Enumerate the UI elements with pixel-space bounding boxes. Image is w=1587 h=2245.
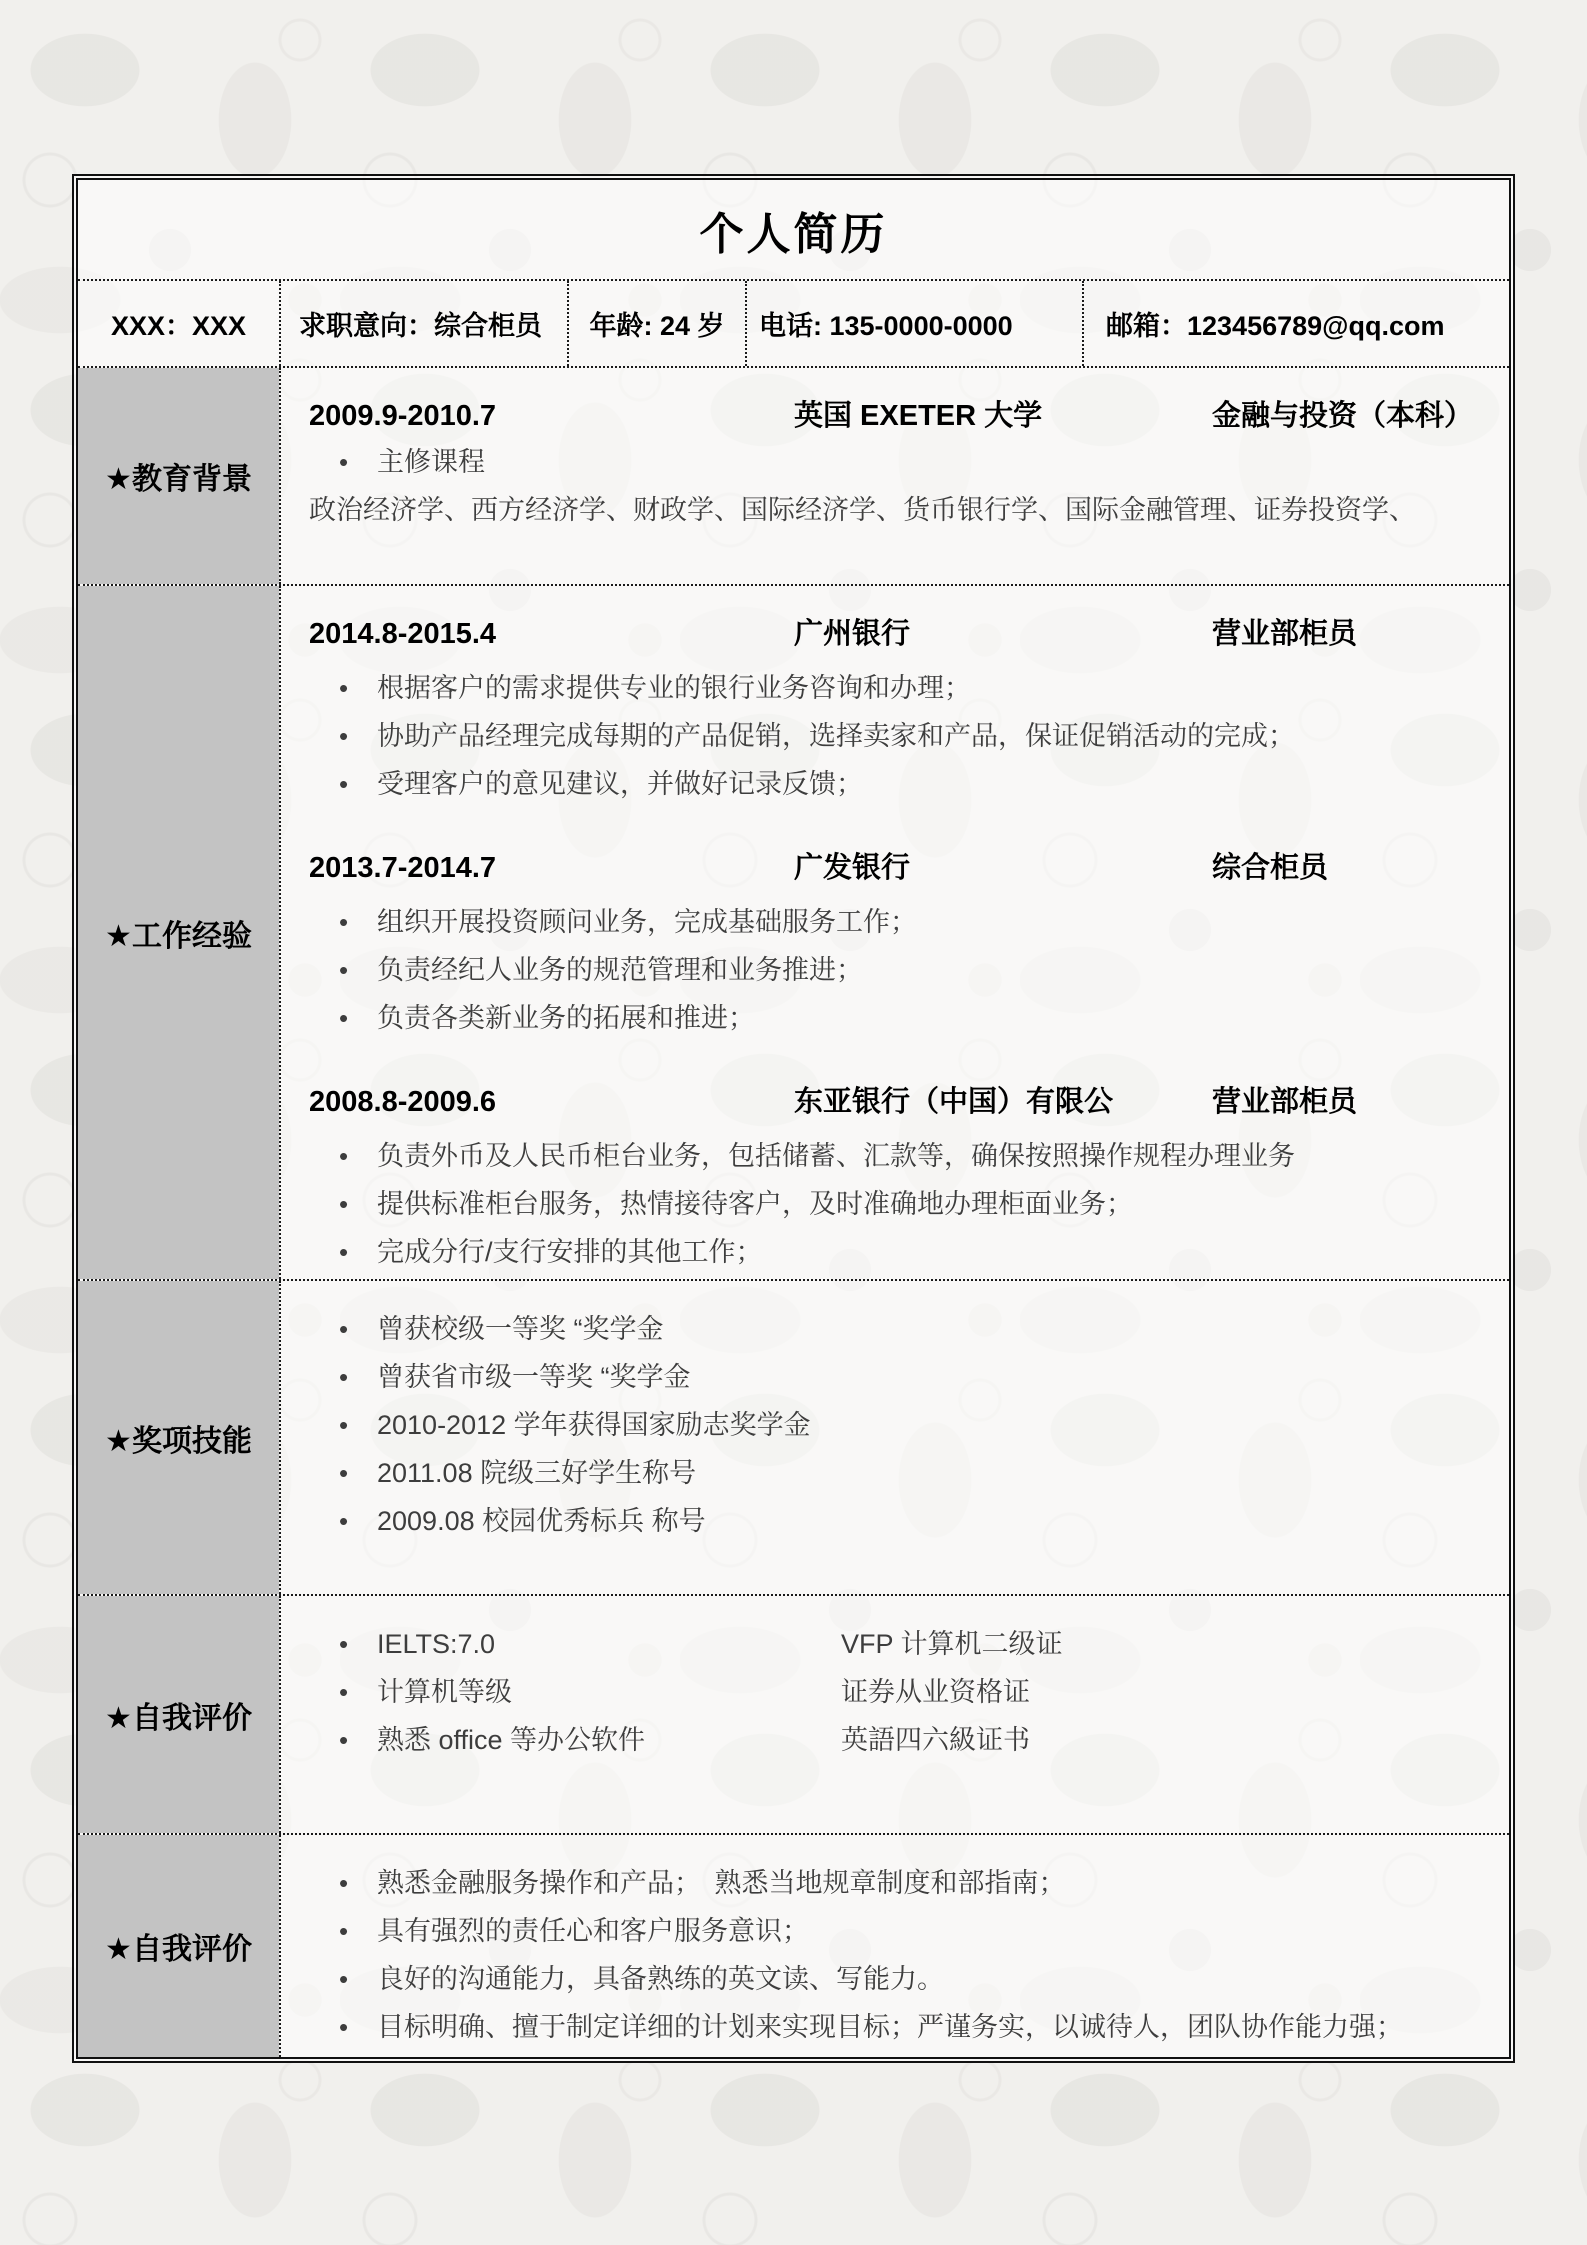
list-item: • 熟悉金融服务操作和产品； 熟悉当地规章制度和部指南；	[309, 1859, 1459, 1907]
certs-sidebar	[78, 1596, 279, 1833]
self-eval-section-label: ★自我评价	[105, 1933, 252, 1966]
job-period: 2014.8-2015.4	[309, 618, 497, 650]
list-item: • 负责外币及人民币柜台业务，包括储蓄、汇款等，确保按照操作规程办理业务	[309, 1132, 1459, 1180]
list-item: • 协助产品经理完成每期的产品促销，选择卖家和产品，保证促销活动的完成；	[309, 712, 1459, 760]
work-content	[279, 586, 1509, 1279]
basic-info-row	[78, 279, 1509, 366]
job-header	[309, 612, 1459, 656]
certs-right-item: 英語四六級证书	[841, 1725, 1030, 1755]
job-entry	[309, 1080, 1459, 1276]
certs-row	[309, 1716, 1459, 1764]
resume-document	[72, 174, 1515, 2063]
job-company: 东亚银行（中国）有限公	[794, 1086, 1114, 1118]
self-eval-content	[279, 1835, 1509, 2057]
education-school: 英国 EXETER 大学	[794, 400, 1043, 432]
job-role: 综合柜员	[1212, 852, 1329, 884]
certs-content	[279, 1596, 1509, 1833]
list-item: • 组织开展投资顾问业务，完成基础服务工作；	[309, 898, 1459, 946]
job-entry	[309, 612, 1459, 808]
list-item: • 曾获省市级一等奖 “奖学金	[309, 1353, 1459, 1401]
self-eval-bullet-list	[309, 1859, 1459, 2051]
certs-left-list	[309, 1716, 841, 1764]
education-header	[309, 394, 1474, 438]
list-item: • 2011.08 院级三好学生称号	[309, 1449, 1459, 1497]
job-company: 广州银行	[794, 618, 911, 650]
section-work-experience	[78, 584, 1509, 1279]
basic-info-objective: 求职意向：综合柜员	[279, 281, 567, 366]
list-item: • 提供标准柜台服务，热情接待客户，及时准确地办理柜面业务；	[309, 1180, 1459, 1228]
education-sidebar	[78, 368, 279, 584]
list-item: • 完成分行/支行安排的其他工作；	[309, 1228, 1459, 1276]
list-item: • IELTS:7.0	[309, 1620, 841, 1668]
job-role: 营业部柜员	[1212, 618, 1358, 650]
education-content	[279, 368, 1509, 584]
education-section-label: ★教育背景	[105, 463, 252, 496]
section-certificates	[78, 1594, 1509, 1833]
list-item: • 2009.08 校园优秀标兵 称号	[309, 1497, 1459, 1545]
job-company: 广发银行	[794, 852, 911, 884]
job-header	[309, 846, 1459, 890]
basic-info-age: 年龄: 24 岁	[567, 281, 745, 366]
education-bullet-list	[309, 438, 1459, 486]
basic-info-phone: 电话: 135-0000-0000	[745, 281, 1082, 366]
section-self-evaluation	[78, 1833, 1509, 2057]
list-item: • 受理客户的意见建议，并做好记录反馈；	[309, 760, 1459, 808]
section-awards	[78, 1279, 1509, 1594]
list-item: • 良好的沟通能力，具备熟练的英文读、写能力。	[309, 1955, 1459, 2003]
list-item: • 具有强烈的责任心和客户服务意识；	[309, 1907, 1459, 1955]
list-item: • 负责各类新业务的拓展和推进；	[309, 994, 1459, 1042]
work-section-label: ★工作经验	[105, 919, 252, 953]
job-bullet-list	[309, 664, 1459, 808]
basic-info-name: XXX：XXX	[110, 311, 247, 341]
list-item: • 熟悉 office 等办公软件	[309, 1716, 841, 1764]
list-item: • 目标明确、擅于制定详细的计划来实现目标；严谨务实，以诚待人，团队协作能力强；	[309, 2003, 1459, 2051]
job-header	[309, 1080, 1459, 1124]
job-bullet-list	[309, 1132, 1459, 1276]
education-major: 金融与投资（本科）	[1212, 400, 1474, 432]
job-period: 2008.8-2009.6	[309, 1086, 497, 1118]
list-item: • 2010-2012 学年获得国家励志奖学金	[309, 1401, 1459, 1449]
work-sidebar	[78, 586, 279, 1279]
job-period: 2013.7-2014.7	[309, 852, 497, 884]
awards-sidebar	[78, 1281, 279, 1594]
certs-section-label: ★自我评价	[105, 1701, 252, 1735]
certs-left-list	[309, 1668, 841, 1716]
title-row	[78, 180, 1509, 279]
certs-row	[309, 1668, 1459, 1716]
awards-bullet-list	[309, 1305, 1459, 1545]
certs-left-list	[309, 1620, 841, 1668]
section-education	[78, 366, 1509, 584]
education-period: 2009.9-2010.7	[309, 400, 497, 432]
list-item: • 主修课程	[309, 438, 1459, 486]
page-title: 个人简历	[699, 209, 888, 259]
list-item: • 计算机等级	[309, 1668, 841, 1716]
awards-content	[279, 1281, 1509, 1594]
list-item: • 根据客户的需求提供专业的银行业务咨询和办理；	[309, 664, 1459, 712]
certs-row	[309, 1620, 1459, 1668]
basic-info-email: 邮箱：123456789@qq.com	[1082, 281, 1509, 366]
list-item: • 曾获校级一等奖 “奖学金	[309, 1305, 1459, 1353]
job-role: 营业部柜员	[1212, 1086, 1358, 1118]
certs-right-item: 证券从业资格证	[841, 1677, 1030, 1707]
job-entry	[309, 846, 1459, 1042]
certs-right-item: VFP 计算机二级证	[841, 1629, 1063, 1659]
list-item: • 负责经纪人业务的规范管理和业务推进；	[309, 946, 1459, 994]
job-bullet-list	[309, 898, 1459, 1042]
awards-section-label: ★奖项技能	[105, 1424, 252, 1458]
education-courses: 政治经济学、西方经济学、财政学、国际经济学、货币银行学、国际金融管理、证券投资学、	[309, 495, 1416, 525]
self-eval-sidebar	[78, 1835, 279, 2057]
